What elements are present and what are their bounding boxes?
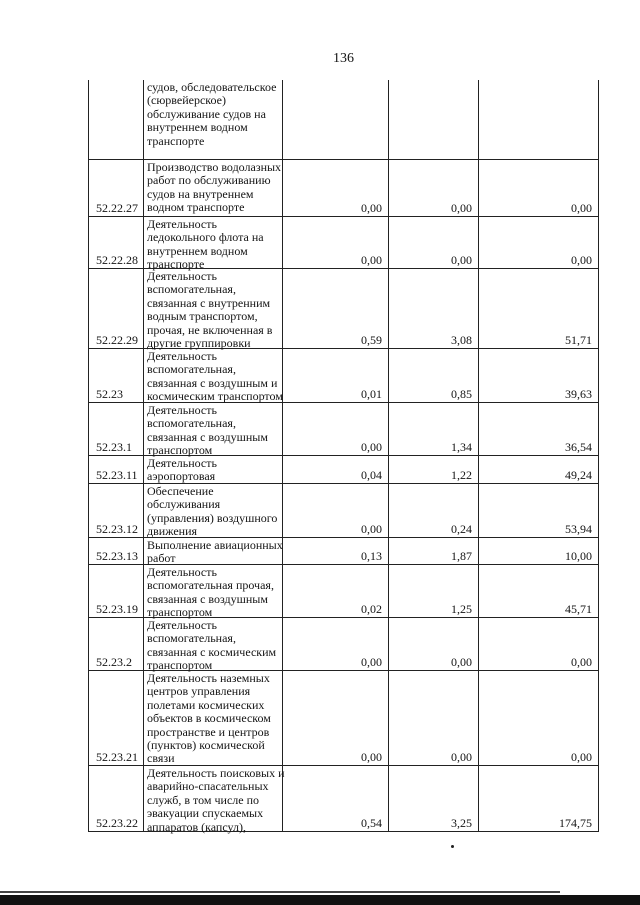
row-value-3: 0,00 [479,618,599,670]
row-code: 52.22.28 [89,217,144,268]
row-value-3: 10,00 [479,538,599,564]
row-value-2: 3,25 [389,766,479,831]
table-row [89,349,599,403]
row-value-1: 0,04 [283,456,389,483]
row-code: 52.23.2 [89,618,144,670]
row-value-2: 0,00 [389,618,479,670]
row-value-3: 49,24 [479,456,599,483]
table-row [89,565,599,618]
row-description: Деятельность вспомогательная, связанная с внутренним водным транспортом, прочая, не включенная в другие группировки [144,269,283,348]
row-description: Деятельность аэропортовая [144,456,283,483]
row-value-1: 0,00 [283,618,389,670]
row-value-3: 0,00 [479,160,599,216]
row-value-2: 0,24 [389,484,479,537]
row-description: Производство водолазных работ по обслуживанию судов на внутреннем водном транспорте [144,160,283,216]
table-row [89,217,599,272]
row-code: 52.22.29 [89,269,144,348]
activity-table [88,80,599,832]
row-value-1: 0,00 [283,217,389,268]
table-row [89,269,599,349]
page-number: 136 [333,51,354,66]
row-description: Деятельность вспомогательная прочая, связанная с воздушным транспортом [144,565,283,617]
row-code: 52.23.19 [89,565,144,617]
table-row [89,618,599,671]
row-value-3: 174,75 [479,766,599,831]
table-row [89,160,599,217]
row-value-1 [283,80,389,159]
row-value-2: 0,00 [389,671,479,765]
row-value-1: 0,02 [283,565,389,617]
row-value-1: 0,59 [283,269,389,348]
table-row [89,766,599,832]
row-description: Деятельность вспомогательная, связанная с воздушным транспортом [144,403,283,455]
row-value-1: 0,00 [283,484,389,537]
row-code: 52.23 [89,349,144,402]
row-description: Выполнение авиационных работ [144,538,283,564]
table-row [89,538,599,565]
row-value-2: 0,00 [389,217,479,268]
scan-edge-bar [0,895,640,905]
scan-speck [451,845,454,848]
row-value-3: 53,94 [479,484,599,537]
row-value-2: 3,08 [389,269,479,348]
row-value-2: 1,25 [389,565,479,617]
table-row [89,456,599,484]
row-value-2: 0,85 [389,349,479,402]
row-value-1: 0,13 [283,538,389,564]
table-row [89,484,599,538]
row-value-2: 1,87 [389,538,479,564]
row-description: судов, обследовательское (сюрвейерское) обслуживание судов на внутреннем водном транспорте [144,80,283,159]
row-value-3: 0,00 [479,217,599,268]
table-row [89,80,599,160]
row-code: 52.22.27 [89,160,144,216]
row-value-1: 0,00 [283,160,389,216]
row-code: 52.23.13 [89,538,144,564]
row-value-2: 1,22 [389,456,479,483]
row-value-1: 0,54 [283,766,389,831]
row-value-3: 39,63 [479,349,599,402]
row-code [89,80,144,159]
row-description: Деятельность вспомогательная, связанная с воздушным и космическим транспортом [144,349,283,402]
row-value-3: 45,71 [479,565,599,617]
row-code: 52.23.21 [89,671,144,765]
row-description: Деятельность поисковых и аварийно-спасательных служб, в том числе по эвакуации спускаемых аппаратов (капсул), [144,766,283,831]
row-value-1: 0,01 [283,349,389,402]
row-description: Обеспечение обслуживания (управления) воздушного движения [144,484,283,537]
row-code: 52.23.1 [89,403,144,455]
row-code: 52.23.12 [89,484,144,537]
row-value-2: 1,34 [389,403,479,455]
row-code: 52.23.22 [89,766,144,831]
row-value-2: 0,00 [389,160,479,216]
scan-edge-line [0,891,560,893]
row-value-3 [479,80,599,159]
row-value-2 [389,80,479,159]
row-value-1: 0,00 [283,403,389,455]
table-row [89,671,599,766]
row-value-3: 0,00 [479,671,599,765]
row-description: Деятельность ледокольного флота на внутреннем водном транспорте [144,217,283,268]
row-code: 52.23.11 [89,456,144,483]
row-value-1: 0,00 [283,671,389,765]
row-value-3: 36,54 [479,403,599,455]
row-description: Деятельность наземных центров управления полетами космических объектов в космическом пространстве и центров (пунктов) космической связи [144,671,283,765]
row-value-3: 51,71 [479,269,599,348]
row-description: Деятельность вспомогательная, связанная с космическим транспортом [144,618,283,670]
table-row [89,403,599,456]
